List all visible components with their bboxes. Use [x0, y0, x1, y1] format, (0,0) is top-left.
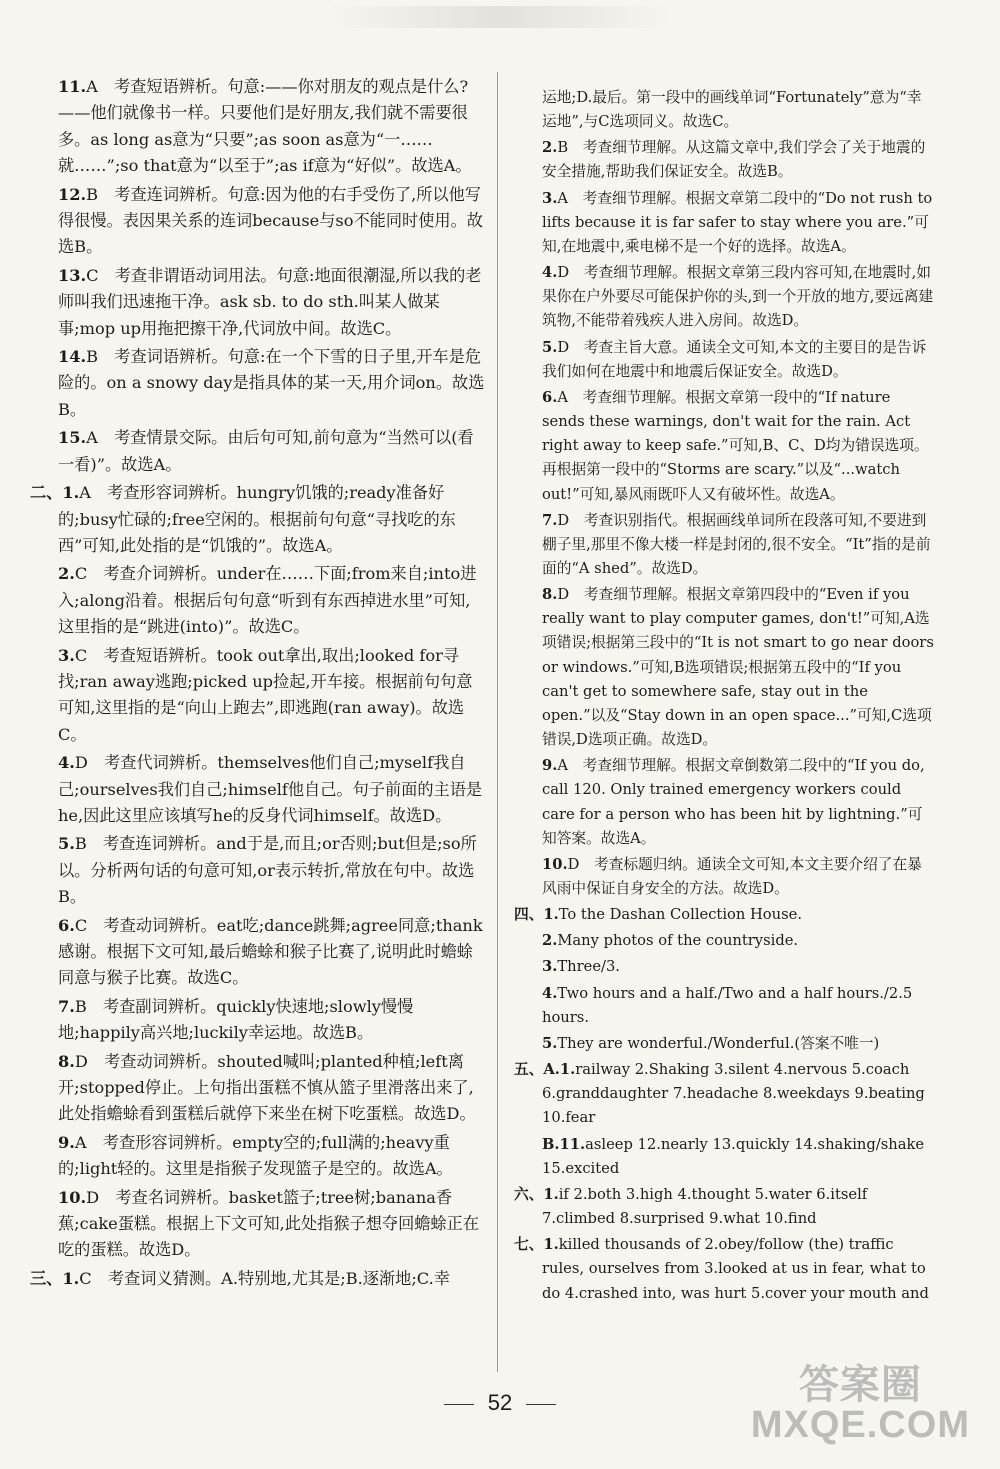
answer-letter: D	[567, 855, 580, 873]
footer-dash-left	[444, 1404, 474, 1405]
answer-item	[30, 643, 486, 749]
answer-item	[514, 955, 934, 979]
answer-letter: A	[557, 388, 568, 406]
answer-item	[514, 86, 934, 134]
explanation-text: 考查细节理解。根据文章第四段中的“Even if you really want to play computer games, don't!”可知,A选项错误;根据第三段中的“It is not smart to go near doors or windows.”可知,B选项错误;根据第五段中的“If you can't get to somewhere safe, stay out in the open.”以及“Stay down in an open space...”可知,C选项错误,D选项正确。故选D。	[542, 586, 934, 749]
section-number: 六、	[514, 1185, 544, 1203]
left-answer-column	[30, 74, 486, 1294]
answer-item	[30, 1049, 486, 1128]
answer-letter: B	[86, 347, 99, 367]
item-number: 5.	[542, 338, 558, 356]
item-number: 10.	[542, 855, 568, 873]
item-number: B.11.	[542, 1135, 586, 1153]
explanation-text: killed thousands of 2.obey/follow (the) traffic rules, ourselves from 3.looked at us in fear, what to do 4.crashed into, was hurt 5.cover your mouth and	[542, 1236, 929, 1302]
explanation-text: 考查非谓语动词用法。句意:地面很潮湿,所以我的老师叫我们迅速拖干净。ask sb. to do sth.叫某人做某事;mop up用拖把擦干净,代词放中间。故选C。	[58, 265, 482, 338]
answer-item	[30, 561, 486, 640]
item-number: 4.	[542, 264, 558, 282]
item-number: 2.	[542, 932, 558, 950]
item-number: 7.	[542, 511, 558, 529]
section-number: 七、	[514, 1236, 544, 1254]
explanation-text: 考查主旨大意。通读全文可知,本文的主要目的是告诉我们如何在地震中和地震后保证安全。故选D。	[542, 338, 927, 380]
answer-letter: B	[557, 139, 569, 157]
answer-item	[514, 583, 934, 752]
answer-letter: A	[86, 428, 98, 448]
item-number: 4.	[542, 984, 558, 1002]
item-number: 8.	[58, 1051, 75, 1071]
answer-item	[514, 336, 934, 384]
item-number: 1.	[543, 906, 559, 924]
answer-item	[30, 263, 486, 342]
explanation-text: 考查情景交际。由后句可知,前句意为“当然可以(看一看)”。故选A。	[58, 428, 474, 474]
explanation-text: 考查名词辨析。basket篮子;tree树;banana香蕉;cake蛋糕。根据上下文可知,此处指猴子想夺回蟾蜍正在吃的蛋糕。故选D。	[58, 1187, 480, 1260]
item-number: 6.	[58, 915, 75, 935]
watermark-line2: MXQE.COM	[750, 1404, 970, 1446]
explanation-text: if 2.both 3.high 4.thought 5.water 6.itself 7.climbed 8.surprised 9.what 10.find	[542, 1185, 868, 1228]
answer-item	[514, 1183, 934, 1231]
item-number: 3.	[542, 189, 558, 207]
item-number: 6.	[542, 388, 558, 406]
explanation-text: 考查连词辨析。句意:因为他的右手受伤了,所以他写得很慢。表因果关系的连词because与so不能同时使用。故选B。	[58, 184, 483, 257]
answer-item	[514, 136, 934, 184]
section-number: 四、	[514, 906, 544, 924]
answer-letter: D	[557, 264, 570, 282]
explanation-text: 考查形容词辨析。hungry饥饿的;ready准备好的;busy忙碌的;free空闲的。根据前句句意“寻找吃的东西”可知,此处指的是“饥饿的”。故选A。	[58, 483, 456, 555]
explanation-text: railway 2.Shaking 3.silent 4.nervous 5.coach 6.granddaughter 7.headache 8.weekdays 9.beating 10.fear	[542, 1061, 925, 1127]
explanation-text: 考查介词辨析。under在……下面;from来自;into进入;along沿着。根据后句句意“听到有东西掉进水里”可知,这里指的是“跳进(into)”。故选C。	[58, 564, 477, 637]
item-number: A.1.	[543, 1061, 576, 1079]
answer-item	[514, 386, 934, 507]
explanation-text: To the Dashan Collection House.	[558, 906, 803, 924]
explanation-text: 考查词义猜测。A.特别地,尤其是;B.逐渐地;C.幸	[107, 1268, 450, 1288]
item-number: 5.	[542, 1034, 558, 1052]
explanation-text: 考查动词辨析。shouted喊叫;planted种植;left离开;stopped停止。上句指出蛋糕不慎从篮子里滑落出来了,此处指蟾蜍看到蛋糕后就停下来坐在树下吃蛋糕。故选D。	[58, 1051, 476, 1124]
explanation-text: 考查副词辨析。quickly快速地;slowly慢慢地;happily高兴地;luckily幸运地。故选B。	[58, 996, 414, 1043]
item-number: 13.	[58, 265, 87, 285]
explanation-text: 考查细节理解。从这篇文章中,我们学会了关于地震的安全措施,帮助我们保证安全。故选B。	[542, 139, 926, 181]
page-number: 52	[487, 1390, 513, 1415]
explanation-text: Many photos of the countryside.	[557, 932, 799, 950]
explanation-text: 运地;D.最后。第一段中的画线单词“Fortunately”意为“幸运地”,与C选项同义。故选C。	[542, 89, 922, 131]
item-number: 2.	[58, 564, 75, 584]
answer-letter: B	[74, 834, 87, 854]
explanation-text: 考查细节理解。根据文章倒数第二段中的“If you do, call 120. Only trained emergency workers could care for a person who has been hit by lightning.”可知答案。故选A。	[542, 757, 925, 847]
answer-letter: A	[74, 1132, 87, 1152]
answer-item	[30, 74, 486, 180]
answer-letter: C	[79, 1268, 92, 1288]
answer-letter: A	[557, 757, 568, 775]
answer-item	[30, 425, 486, 478]
answer-item	[514, 903, 934, 927]
explanation-text: 考查词语辨析。句意:在一个下雪的日子里,开车是危险的。on a snowy day是指具体的某一天,用介词on。故选B。	[58, 347, 485, 419]
section-number: 三、	[30, 1268, 63, 1288]
answer-letter: B	[86, 184, 99, 204]
item-number: 3.	[542, 958, 558, 976]
explanation-text: 考查细节理解。根据文章第二段中的“Do not rush to lifts because it is far safer to stay where you are.”可知,在地震中,乘电梯不是一个好的选择。故选A。	[542, 189, 933, 255]
answer-item	[514, 261, 934, 333]
explanation-text: They are wonderful./Wonderful.(答案不唯一)	[557, 1034, 880, 1052]
answer-item	[514, 1233, 934, 1305]
footer-dash-right	[526, 1404, 556, 1405]
item-number: 1.	[62, 483, 80, 503]
answer-item	[514, 1133, 934, 1181]
explanation-text: 考查短语辨析。句意:——你对朋友的观点是什么?——他们就像书一样。只要他们是好朋友,我们就不需要很多。as long as意为“只要”;as soon as意为“一……就……”;so that意为“以至于”;as if意为“好似”。故选A。	[58, 77, 472, 176]
item-number: 2.	[542, 139, 558, 157]
answer-item	[514, 187, 934, 259]
answer-item	[514, 509, 934, 581]
answer-item	[514, 929, 934, 953]
answer-letter: D	[74, 753, 88, 773]
answer-letter: B	[74, 996, 87, 1016]
right-answer-column	[514, 86, 934, 1308]
explanation-text: Three/3.	[557, 958, 620, 976]
watermark-logo	[751, 1365, 970, 1445]
section-number: 五、	[514, 1061, 544, 1079]
explanation-text: 考查识别指代。根据画线单词所在段落可知,不要进到棚子里,那里不像大楼一样是封闭的,很不安全。“It”指的是前面的“A shed”。故选D。	[542, 511, 931, 577]
explanation-text: 考查短语辨析。took out拿出,取出;looked for寻找;ran away逃跑;picked up捡起,开车接。根据前句句意可知,这里指的是“向山上跑去”,即逃跑(ran away)。故选C。	[58, 645, 473, 744]
answer-letter: A	[79, 483, 91, 503]
answer-letter: A	[86, 77, 98, 96]
explanation-text: 考查形容词辨析。empty空的;full满的;heavy重的;light轻的。这里是指猴子发现篮子是空的。故选A。	[58, 1132, 453, 1179]
answer-item	[30, 344, 486, 423]
item-number: 12.	[58, 184, 87, 204]
answer-item	[514, 754, 934, 851]
answer-item	[514, 1058, 934, 1130]
item-number: 3.	[58, 645, 75, 665]
answer-letter: C	[86, 265, 99, 285]
watermark-line1: 答案圈	[798, 1363, 922, 1407]
answer-item	[514, 982, 934, 1030]
answer-item	[30, 1266, 486, 1292]
answer-letter: C	[74, 564, 88, 584]
answer-item	[30, 1130, 486, 1183]
scan-smudge	[330, 6, 670, 28]
item-number: 4.	[58, 753, 75, 773]
answer-letter: D	[557, 586, 570, 604]
answer-item	[514, 853, 934, 901]
answer-item	[30, 1185, 486, 1264]
item-number: 14.	[58, 347, 87, 367]
item-number: 10.	[58, 1187, 87, 1207]
item-number: 8.	[542, 586, 558, 604]
explanation-text: 考查代词辨析。themselves他们自己;myself我自己;ourselves我们自己;himself他自己。句子前面的主语是he,因此这里应该填写he的反身代词himself。故选D。	[58, 753, 483, 825]
explanation-text: 考查连词辨析。and于是,而且;or否则;but但是;so所以。分析两句话的句意可知,or表示转折,常放在句中。故选B。	[58, 834, 477, 907]
column-divider	[497, 72, 498, 1372]
item-number: 5.	[58, 834, 75, 854]
answer-item	[30, 994, 486, 1047]
explanation-text: 考查标题归纳。通读全文可知,本文主要介绍了在暴风雨中保证自身安全的方法。故选D。	[542, 855, 922, 897]
answer-letter: D	[557, 338, 570, 356]
answer-item	[30, 831, 486, 910]
answer-letter: C	[74, 915, 88, 935]
item-number: 15.	[58, 428, 87, 448]
explanation-text: asleep 12.nearly 13.quickly 14.shaking/shake 15.excited	[542, 1135, 925, 1177]
answer-letter: D	[74, 1051, 88, 1071]
answer-item	[514, 1032, 934, 1056]
answer-item	[30, 750, 486, 829]
item-number: 1.	[62, 1268, 80, 1288]
item-number: 1.	[543, 1185, 559, 1203]
item-number: 9.	[58, 1132, 75, 1152]
explanation-text: 考查细节理解。根据文章第三段内容可知,在地震时,如果你在户外要尽可能保护你的头,到一个开放的地方,要远离建筑物,不能带着残疾人进入房间。故选D。	[542, 264, 934, 330]
explanation-text: 考查动词辨析。eat吃;dance跳舞;agree同意;thank感谢。根据下文可知,最后蟾蜍和猴子比赛了,说明此时蟾蜍同意与猴子比赛。故选C。	[58, 915, 483, 988]
answer-letter: D	[557, 511, 570, 529]
item-number: 1.	[543, 1236, 559, 1254]
answer-item	[30, 480, 486, 559]
answer-letter: C	[74, 645, 88, 665]
answer-item	[30, 913, 486, 992]
answer-letter: A	[557, 189, 568, 207]
answer-item	[30, 182, 486, 261]
item-number: 7.	[58, 996, 75, 1016]
explanation-text: 考查细节理解。根据文章第一段中的“If nature sends these warnings, don't wait for the rain. Act right away to keep safe.”可知,B、C、D均为错误选项。再根据第一段中的“Storms are scary.”以及“...watch out!”可知,暴风雨既吓人又有破坏性。故选A。	[542, 388, 929, 503]
item-number: 11.	[58, 77, 87, 96]
explanation-text: Two hours and a half./Two and a half hours./2.5 hours.	[542, 984, 913, 1026]
item-number: 9.	[542, 757, 558, 775]
answer-letter: D	[86, 1187, 100, 1207]
section-number: 二、	[30, 483, 63, 503]
